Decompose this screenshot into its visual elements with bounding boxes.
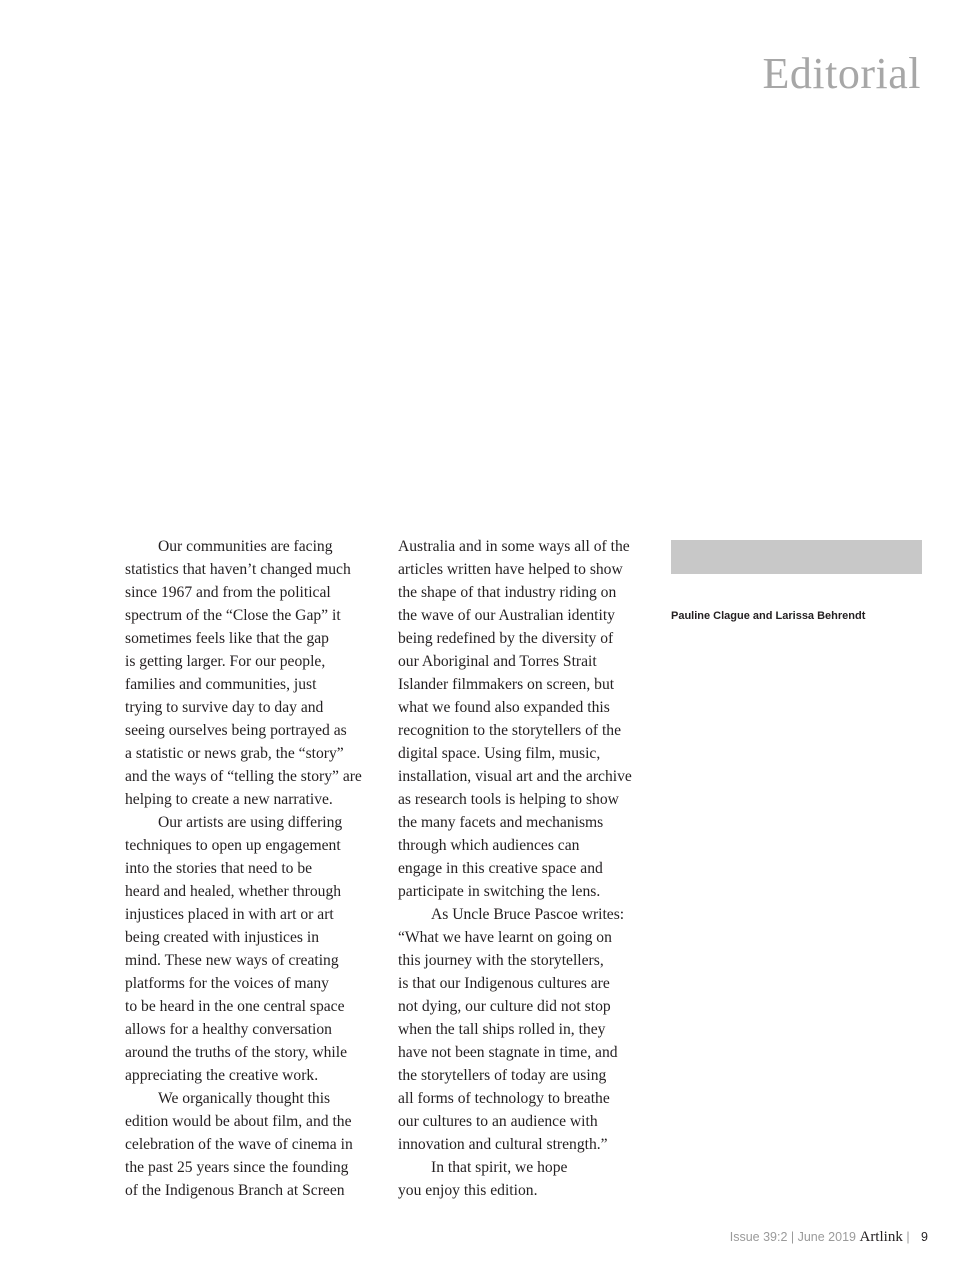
page-footer <box>730 1228 928 1246</box>
text-line: our Aboriginal and Torres Strait <box>398 653 597 670</box>
text-line: around the truths of the story, while <box>125 1044 348 1061</box>
text-line: Our communities are facing <box>158 538 333 555</box>
text-line: the storytellers of today are using <box>398 1067 607 1084</box>
text-line: edition would be about film, and the <box>125 1113 352 1130</box>
text-line: being redefined by the diversity of <box>398 630 614 647</box>
text-line: helping to create a new narrative. <box>125 791 333 808</box>
text-line: “What we have learnt on going on <box>398 929 612 946</box>
section-title: Editorial <box>762 49 921 98</box>
issue-info: Issue 39:2 | June 2019 <box>729 1230 856 1244</box>
text-line: our cultures to an audience with <box>398 1113 598 1130</box>
text-line: what we found also expanded this <box>398 699 610 716</box>
text-line: digital space. Using film, music, <box>398 745 601 762</box>
text-line: recognition to the storytellers of the <box>398 722 622 739</box>
text-line: all forms of technology to breathe <box>398 1090 610 1107</box>
paragraph <box>125 535 375 811</box>
paragraph <box>398 535 650 903</box>
text-line: a statistic or news grab, the “story” <box>125 745 344 762</box>
text-line: families and communities, just <box>125 676 317 693</box>
text-line: innovation and cultural strength.” <box>398 1136 608 1153</box>
text-line: the wave of our Australian identity <box>398 607 615 624</box>
text-line: Australia and in some ways all of the <box>398 538 630 555</box>
text-line: the past 25 years since the founding <box>125 1159 349 1176</box>
text-line: appreciating the creative work. <box>125 1067 319 1084</box>
text-line: mind. These new ways of creating <box>125 952 339 969</box>
text-line: is getting larger. For our people, <box>125 653 326 670</box>
footer-separator: | <box>906 1230 910 1244</box>
text-line: We organically thought this <box>158 1090 331 1107</box>
article-column-1 <box>125 535 375 1202</box>
text-line: spectrum of the “Close the Gap” it <box>125 607 341 624</box>
text-line: of the Indigenous Branch at Screen <box>125 1182 345 1199</box>
author-byline: Pauline Clague and Larissa Behrendt <box>671 610 866 622</box>
text-line: engage in this creative space and <box>398 860 603 877</box>
magazine-brand: Artlink <box>859 1229 903 1245</box>
paragraph <box>125 811 375 1087</box>
article-column-2 <box>398 535 650 1202</box>
paragraph <box>398 1156 650 1202</box>
text-line: statistics that haven’t changed much <box>125 561 351 578</box>
text-line: as research tools is helping to show <box>398 791 619 808</box>
paragraph <box>398 903 650 1156</box>
text-line: celebration of the wave of cinema in <box>125 1136 353 1153</box>
text-line: through which audiences can <box>398 837 580 854</box>
image-placeholder-bar <box>671 540 922 574</box>
text-line: In that spirit, we hope <box>431 1159 568 1176</box>
text-line: sometimes feels like that the gap <box>125 630 329 647</box>
text-line: this journey with the storytellers, <box>398 952 604 969</box>
text-line: the shape of that industry riding on <box>398 584 617 601</box>
page-number: 9 <box>921 1230 928 1244</box>
text-line: have not been stagnate in time, and <box>398 1044 618 1061</box>
text-line: heard and healed, whether through <box>125 883 342 900</box>
text-line: not dying, our culture did not stop <box>398 998 611 1015</box>
text-line: to be heard in the one central space <box>125 998 345 1015</box>
text-line: allows for a healthy conversation <box>125 1021 332 1038</box>
text-line: participate in switching the lens. <box>398 883 601 900</box>
text-line: techniques to open up engagement <box>125 837 341 854</box>
text-line: and the ways of “telling the story” are <box>125 768 362 785</box>
text-line: As Uncle Bruce Pascoe writes: <box>431 906 625 923</box>
text-line: seeing ourselves being portrayed as <box>125 722 347 739</box>
text-line: into the stories that need to be <box>125 860 313 877</box>
text-line: platforms for the voices of many <box>125 975 329 992</box>
text-line: since 1967 and from the political <box>125 584 331 601</box>
text-line: trying to survive day to day and <box>125 699 324 716</box>
text-line: Islander filmmakers on screen, but <box>398 676 615 693</box>
text-line: when the tall ships rolled in, they <box>398 1021 606 1038</box>
text-line: the many facets and mechanisms <box>398 814 604 831</box>
text-line: installation, visual art and the archive <box>398 768 632 785</box>
text-line: injustices placed in with art or art <box>125 906 334 923</box>
text-line: is that our Indigenous cultures are <box>398 975 610 992</box>
text-line: being created with injustices in <box>125 929 320 946</box>
text-line: you enjoy this edition. <box>398 1182 538 1199</box>
text-line: articles written have helped to show <box>398 561 623 578</box>
text-line: Our artists are using differing <box>158 814 343 831</box>
paragraph <box>125 1087 375 1202</box>
